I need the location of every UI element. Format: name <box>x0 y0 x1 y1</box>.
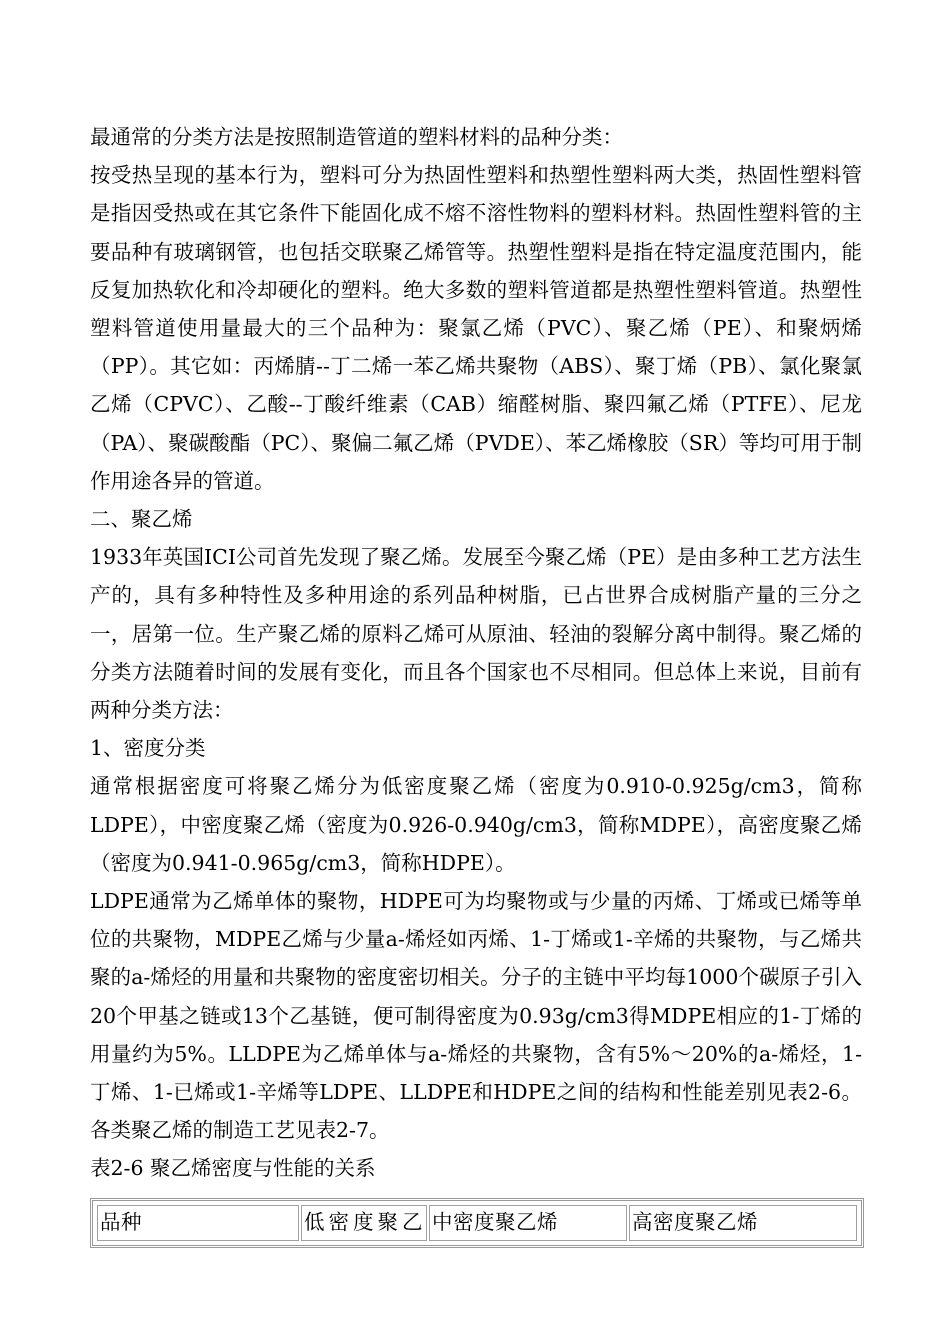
document-page <box>90 118 862 1248</box>
density-table <box>95 1203 859 1243</box>
density-table-frame <box>90 1198 864 1248</box>
table-header-row <box>97 1205 857 1241</box>
intro-paragraph: 最通常的分类方法是按照制造管道的塑料材料的品种分类： <box>90 125 623 149</box>
table-header-cell: 低密度聚乙 <box>301 1205 427 1241</box>
polyethylene-history-paragraph: 1933年英国ICI公司首先发现了聚乙烯。发展至今聚乙烯（PE）是由多种工艺方法生产的，具有多种特性及多种用途的系列品种树脂，已占世界合成树脂产量的三分之一，居第一位。生产聚乙烯的原料乙烯可从原油、轻油的裂解分离中制得。聚乙烯的分类方法随着时间的发展有变化，而且各个国家也不尽相同。但总体上来说，目前有两种分类方法： <box>90 545 862 723</box>
subsection-heading-density: 1、密度分类 <box>90 736 206 761</box>
thermo-plastics-paragraph: 按受热呈现的基本行为，塑料可分为热固性塑料和热塑性塑料两大类，热固性塑料管是指因受热或在其它条件下能固化成不熔不溶性物料的塑料材料。热固性塑料管的主要品种有玻璃钢管，也包括交联聚乙烯管等。热塑性塑料是指在特定温度范围内，能反复加热软化和冷却硬化的塑料。绝大多数的塑料管道都是热塑性塑料管道。热塑性塑料管道使用量最大的三个品种为：聚氯乙烯（PVC）、聚乙烯（PE）、和聚炳烯（PP）。其它如：丙烯腈--丁二烯一苯乙烯共聚物（ABS）、聚丁烯（PB）、氯化聚氯乙烯（CPVC）、乙酸--丁酸纤维素（CAB）缩醛树脂、聚四氟乙烯（PTFE）、尼龙（PA）、聚碳酸酯（PC）、聚偏二氟乙烯（PVDE）、苯乙烯橡胶（SR）等均可用于制作用途各异的管道。 <box>90 163 862 493</box>
table-header-cell: 高密度聚乙烯 <box>629 1205 857 1241</box>
section-heading-polyethylene: 二、聚乙烯 <box>90 507 193 532</box>
table-header-cell: 中密度聚乙烯 <box>429 1205 627 1241</box>
table-header-cell: 品种 <box>97 1205 299 1241</box>
density-classification-paragraph: 通常根据密度可将聚乙烯分为低密度聚乙烯（密度为0.910-0.925g/cm3，简称LDPE），中密度聚乙烯（密度为0.926-0.940g/cm3，简称MDPE），高密度聚乙烯（密度为0.941-0.965g/cm3，简称HDPE）。 <box>90 774 862 875</box>
pe-types-paragraph: LDPE通常为乙烯单体的聚物，HDPE可为均聚物或与少量的丙烯、丁烯或已烯等单位的共聚物，MDPE乙烯与少量a-烯烃如丙烯、1-丁烯或1-辛烯的共聚物，与乙烯共聚的a-烯烃的用量和共聚物的密度密切相关。分子的主链中平均每1000个碳原子引入20个甲基之链或13个乙基链，便可制得密度为0.93g/cm3得MDPE相应的1-丁烯的用量约为5%。LLDPE为乙烯单体与a-烯烃的共聚物，含有5%～20%的a-烯烃，1-丁烯、1-已烯或1-辛烯等LDPE、LLDPE和HDPE之间的结构和性能差别见表2-6。各类聚乙烯的制造工艺见表2-7。 <box>90 889 862 1143</box>
table-caption: 表2-6 聚乙烯密度与性能的关系 <box>90 1156 376 1181</box>
